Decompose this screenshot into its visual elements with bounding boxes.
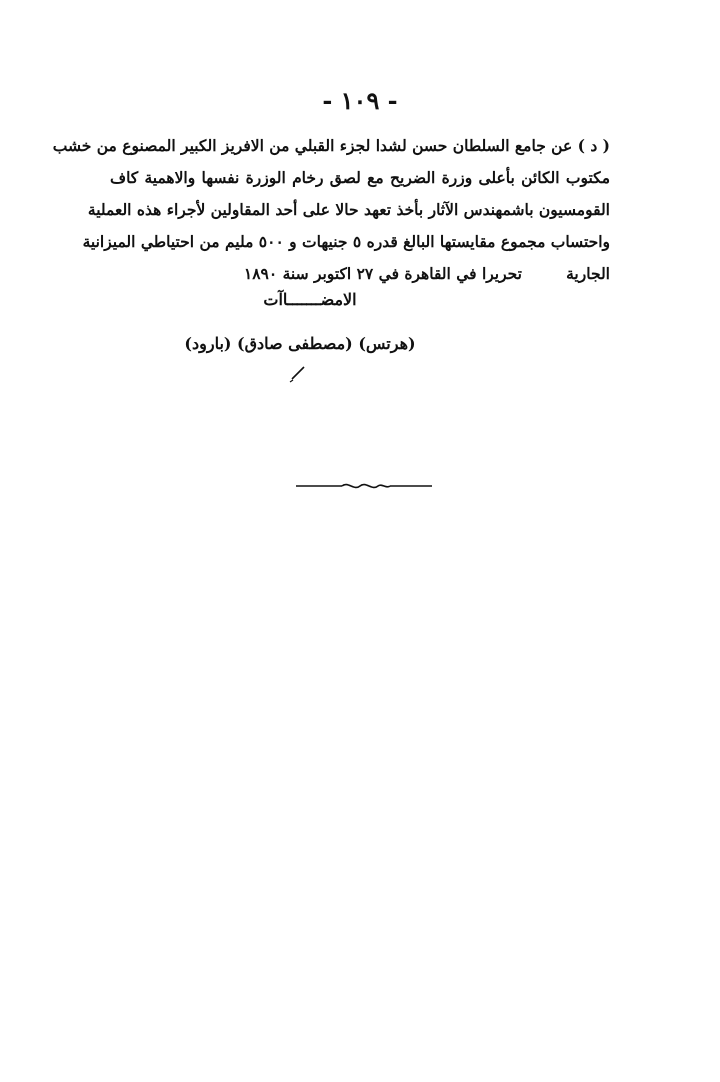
entry-text xyxy=(52,130,610,290)
page-number: - ١٠٩ - xyxy=(322,86,398,115)
entry-line-5-start: الجارية xyxy=(566,264,610,283)
entry-line-5 xyxy=(110,258,610,290)
entry-line-2: مكتوب الكائن بأعلى وزرة الضريح مع لصق رخام الوزرة نفسها والاهمية كاف xyxy=(110,168,610,187)
entry-line-1: ( د ) عن جامع السلطان حسن لشدا لجزء القبلي من الافريز الكبير المصنوع من خشب xyxy=(52,136,610,155)
entry-line-4: واحتساب مجموع مقايستها البالغ قدره ٥ جنيهات و ٥٠٠ مليم من احتياطي الميزانية xyxy=(82,232,610,251)
signatures-names: (هرتس) (مصطفى صادق) (بارود) xyxy=(184,334,416,353)
pen-mark-icon xyxy=(286,364,308,384)
entry-line-3: القومسيون باشمهندس الآثار بأخذ تعهد حالا على أحد المقاولين لأجراء هذه العملية xyxy=(87,200,610,219)
signatures-heading: الامضـــــــاآت xyxy=(263,290,357,309)
date-line: تحريرا في القاهرة في ٢٧ اكتوبر سنة ١٨٩٠ xyxy=(243,264,522,283)
ornament-divider-icon xyxy=(296,478,432,494)
